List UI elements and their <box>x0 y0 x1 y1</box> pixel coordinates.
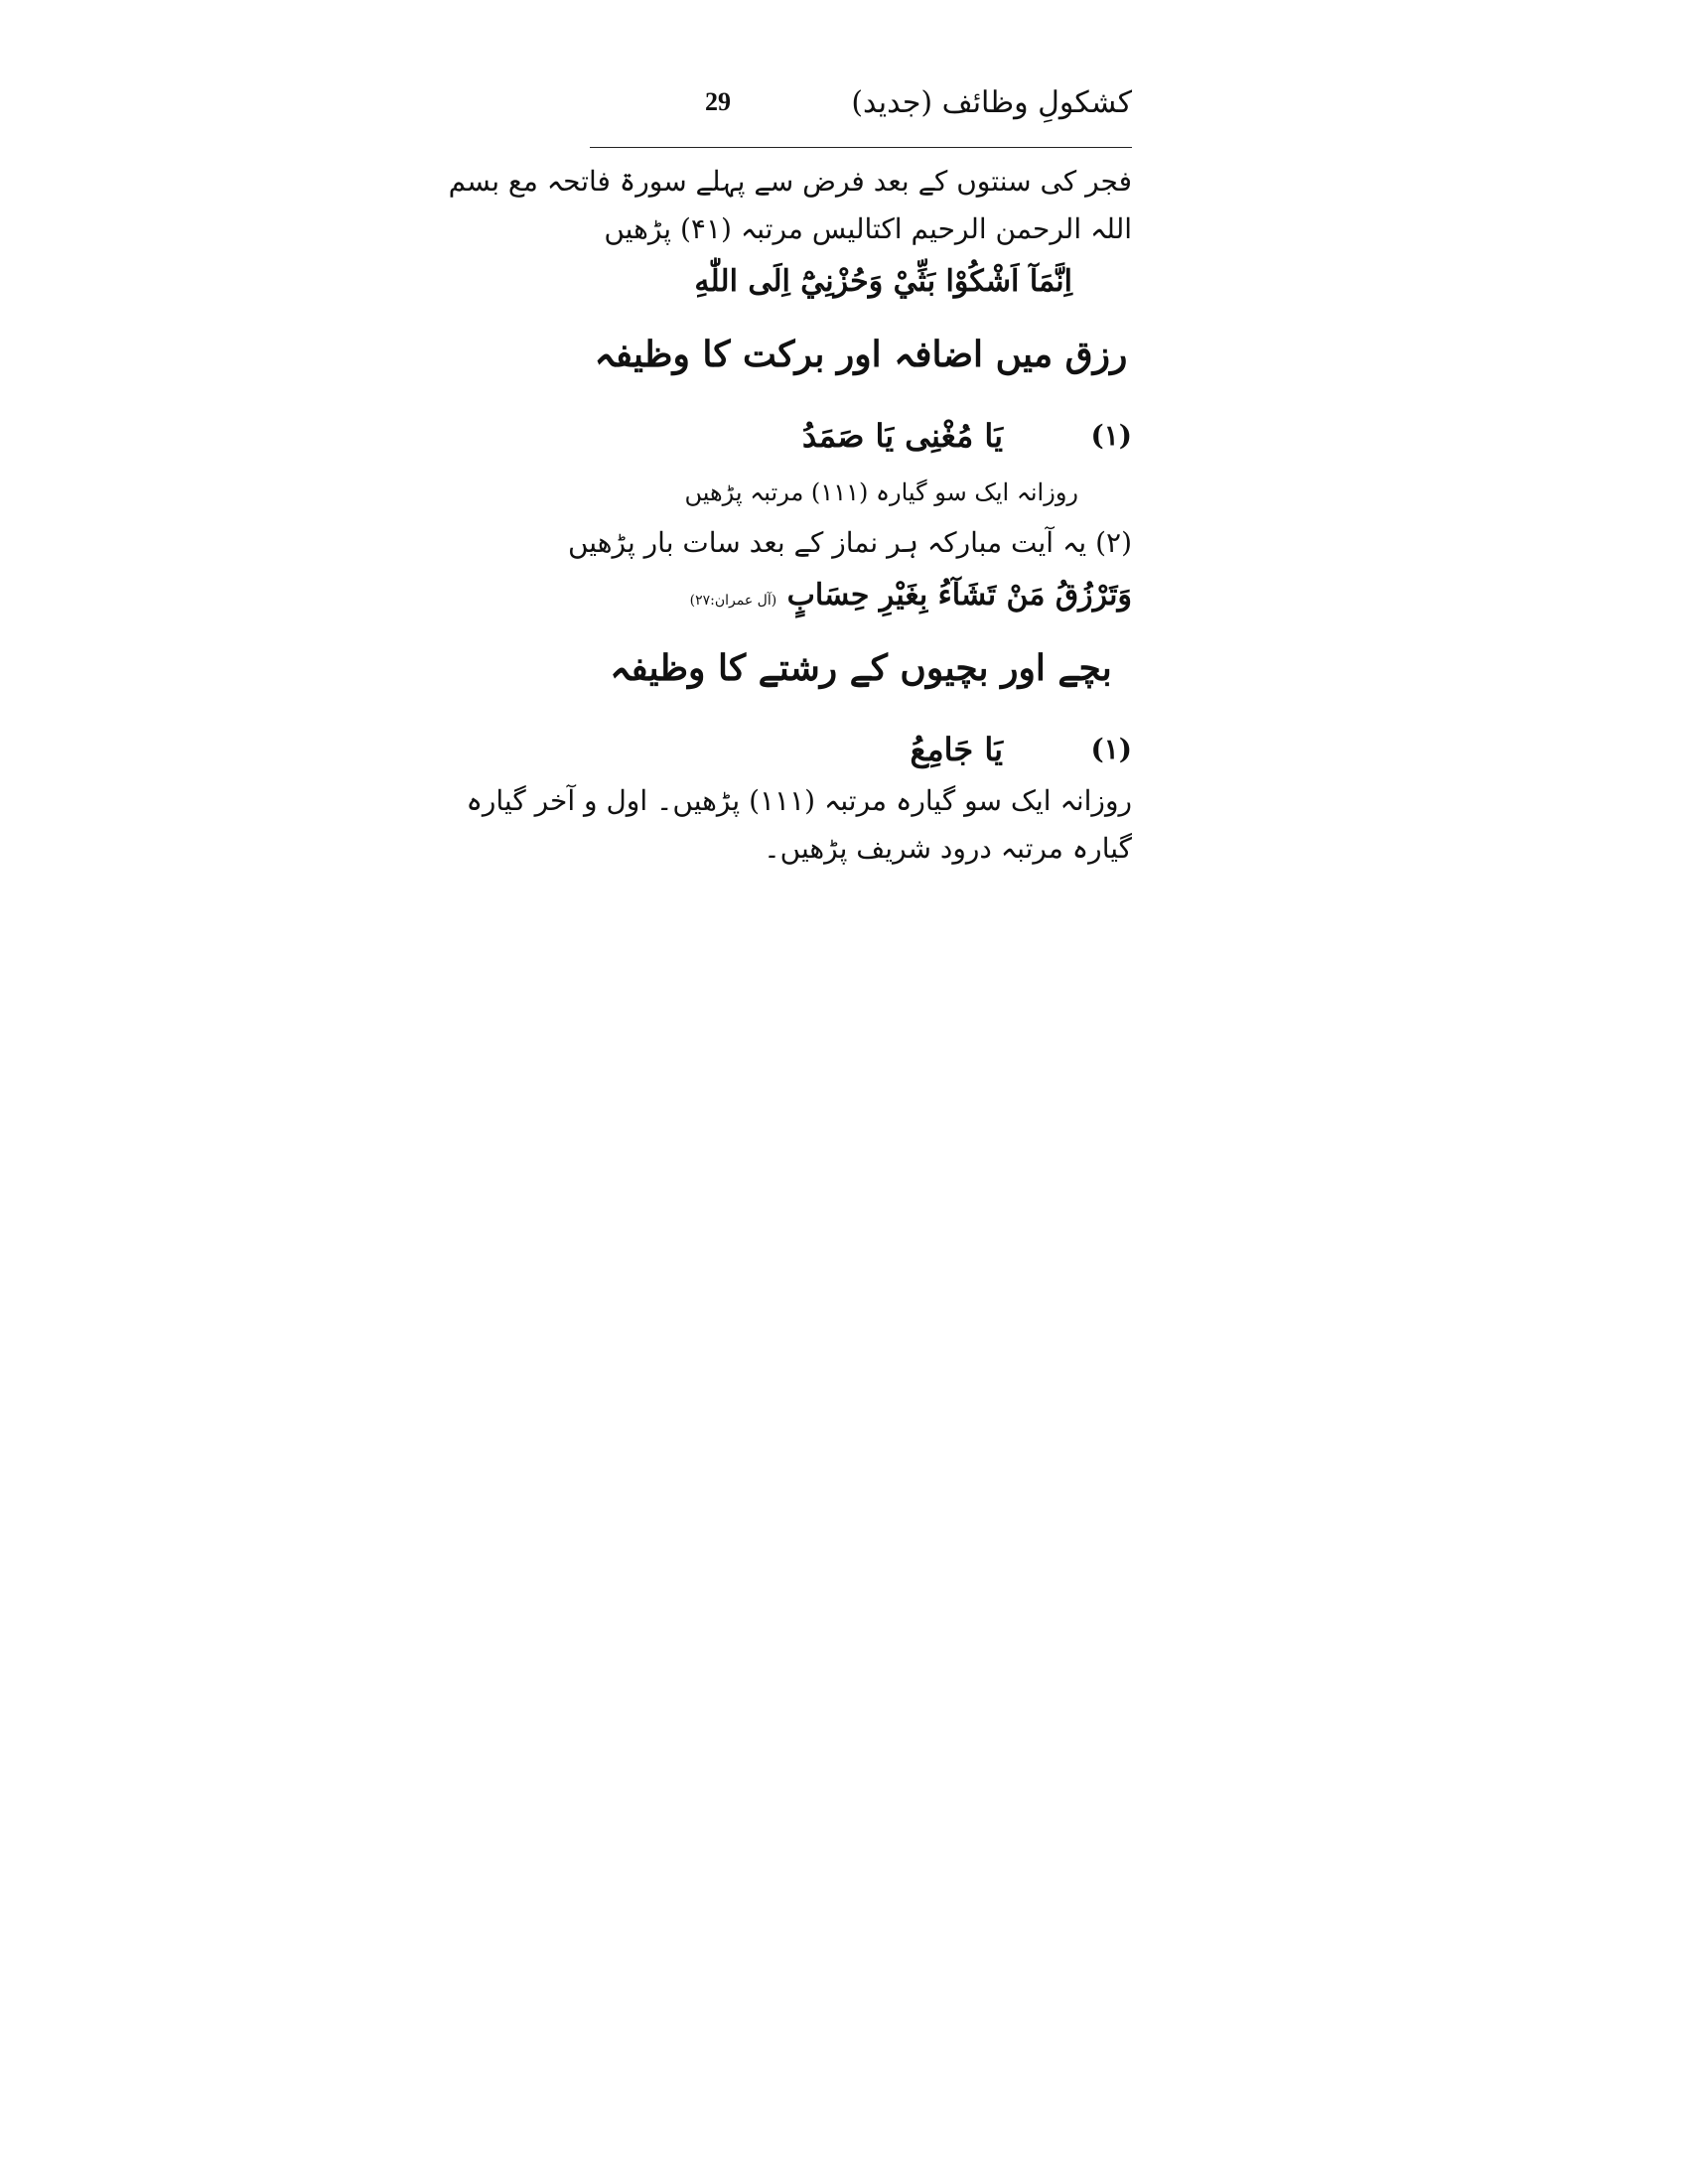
header-divider <box>590 147 1132 148</box>
rishta-instruction-line-2: گیارہ مرتبہ درود شریف پڑھیں۔ <box>764 832 1132 865</box>
rizq-item-1-instruction: روزانہ ایک سو گیارہ (۱۱۱) مرتبہ پڑھیں <box>684 478 1078 506</box>
rizq-item-2-text: (۲) یہ آیت مبارکہ ہر نماز کے بعد سات بار پڑھیں <box>567 526 1132 559</box>
intro-line-1: فجر کی سنتوں کے بعد فرض سے پہلے سورۃ فاتحہ مع بسم <box>448 165 1132 198</box>
rizq-verse-text: وَتَرْزُقُ مَنْ تَشَآءُ بِغَيْرِ حِسَابٍ <box>786 578 1132 613</box>
book-title: کشکولِ وظائف (جدید) <box>851 85 1132 120</box>
section-heading-rishta: بچے اور بچیوں کے رشتے کا وظیفہ <box>610 647 1112 689</box>
page-content <box>448 85 1132 899</box>
page-header <box>590 85 1132 143</box>
intro-arabic-verse: اِنَّمَآ اَشْكُوْا بَثِّيْ وَحُزْنِيْٓ اِلَى اللّٰهِ <box>694 264 1072 299</box>
rishta-instruction-line-1: روزانہ ایک سو گیارہ مرتبہ (۱۱۱) پڑھیں۔ اول و آخر گیارہ <box>466 784 1132 817</box>
rizq-item-1-number: (۱) <box>1090 419 1132 452</box>
section-heading-rizq: رزق میں اضافہ اور برکت کا وظیفہ <box>594 334 1128 375</box>
rizq-item-1-invocation: یَا مُغْنِی یَا صَمَدُ <box>801 417 1003 455</box>
page-number: 29 <box>705 87 731 116</box>
rizq-item-1 <box>590 419 1132 463</box>
rizq-item-2-arabic-verse <box>690 578 1132 613</box>
rishta-item-1-number: (۱) <box>1090 733 1132 765</box>
intro-line-2: اللہ الرحمن الرحیم اکتالیس مرتبہ (۴۱) پڑھیں <box>604 212 1132 245</box>
rizq-verse-reference: (آل عمران:۲۷) <box>689 593 777 609</box>
rishta-item-1-invocation: یَا جَامِعُ <box>910 731 1003 768</box>
rishta-item-1 <box>590 733 1132 776</box>
